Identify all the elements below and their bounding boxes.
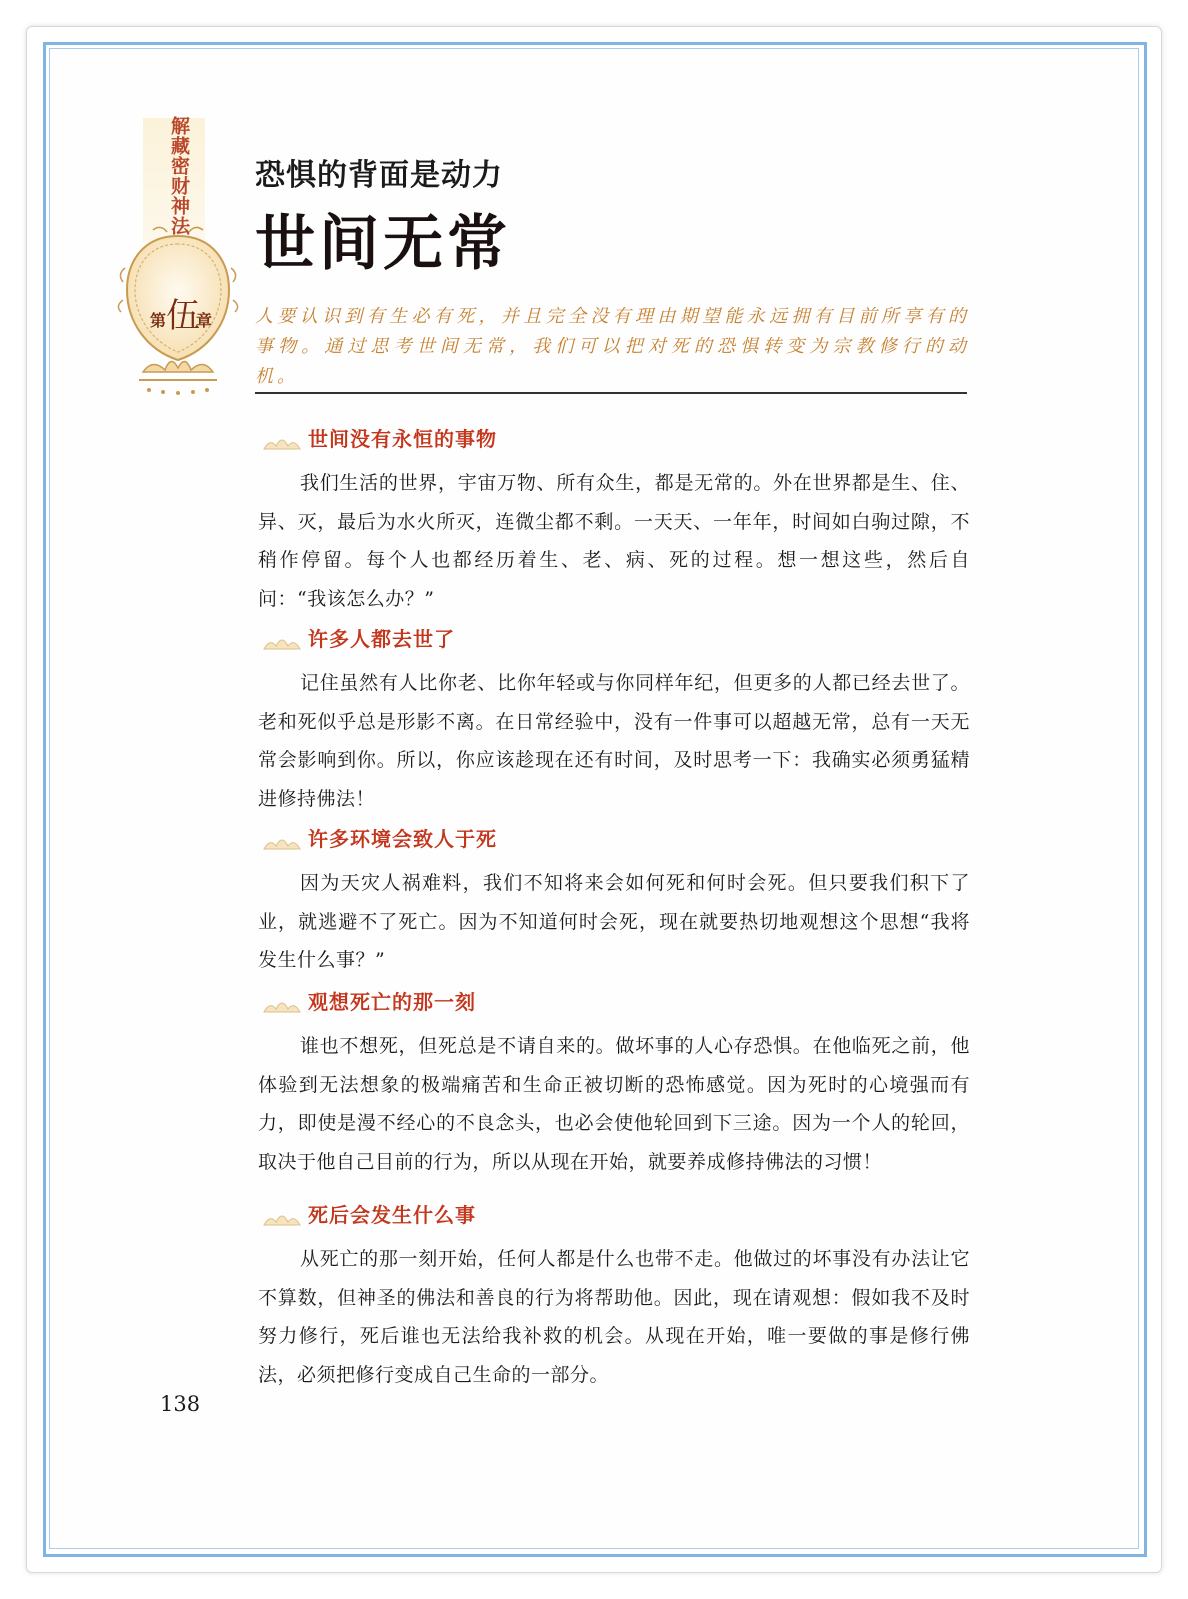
section-title: 观想死亡的那一刻: [308, 990, 476, 1014]
intro-paragraph: 人要认识到有生必有死，并且完全没有理由期望能永远拥有目前所享有的事物。通过思考世间无常，我们可以把对死的恐惧转变为宗教修行的动机。: [255, 306, 970, 387]
section-5: [258, 1200, 970, 1394]
section-body: 我们生活的世界，宇宙万物、所有众生，都是无常的。外在世界都是生、住、异、灭，最后为水火所灭，连微尘都不剩。一天天、一年年，时间如白驹过隙，不稍作停留。每个人也都经历着生、老、病、死的过程。想一想这些，然后自问：“我该怎么办？”: [258, 472, 970, 610]
lotus-bullet-icon: [262, 434, 302, 450]
book-title: 解藏密财神法: [168, 116, 190, 236]
section-title: 许多人都去世了: [308, 627, 455, 651]
section-2: [258, 624, 970, 818]
lotus-bullet-icon: [262, 634, 302, 650]
chapter-prefix: 第: [150, 311, 167, 330]
section-body: 从死亡的那一刻开始，任何人都是什么也带不走。他做过的坏事没有办法让它不算数，但神圣的佛法和善良的行为将帮助他。因此，现在请观想：假如我不及时努力修行，死后谁也无法给我补救的机会。从现在开始，唯一要做的事是修行佛法，必须把修行变成自己生命的一部分。: [258, 1248, 970, 1386]
lotus-bullet-icon: [262, 997, 302, 1013]
lotus-bullet-icon: [262, 834, 302, 850]
section-title: 世间没有永恒的事物: [308, 427, 497, 451]
chapter-suffix: 章: [196, 311, 213, 330]
section-title: 许多环境会致人于死: [308, 827, 497, 851]
section-title: 死后会发生什么事: [308, 1203, 476, 1227]
chapter-number: 伍: [166, 296, 200, 336]
section-1: [258, 424, 970, 618]
section-body: 记住虽然有人比你老、比你年轻或与你同样年纪，但更多的人都已经去世了。老和死似乎总是形影不离。在日常经验中，没有一件事可以超越无常，总有一天无常会影响到你。所以，你应该趁现在还有时间，及时思考一下：我确实必须勇猛精进修持佛法！: [258, 672, 970, 810]
page-number: 138: [160, 1392, 201, 1416]
section-body: 谁也不想死，但死总是不请自来的。做坏事的人心存恐惧。在他临死之前，他体验到无法想象的极端痛苦和生命正被切断的恐怖感觉。因为死时的心境强而有力，即使是漫不经心的不良念头，也必会使他轮回到下三途。因为一个人的轮回，取决于他自己目前的行为，所以从现在开始，就要养成修持佛法的习惯！: [258, 1035, 970, 1173]
section-4: [258, 987, 970, 1181]
chapter-label: [138, 288, 218, 336]
section-3: [258, 824, 970, 980]
section-body: 因为天灾人祸难料，我们不知将来会如何死和何时会死。但只要我们积下了业，就逃避不了死亡。因为不知道何时会死，现在就要热切地观想这个思想“我将发生什么事？”: [258, 872, 970, 971]
page-title: 世间无常: [255, 209, 511, 279]
page-subtitle: 恐惧的背面是动力: [255, 158, 503, 193]
lotus-bullet-icon: [262, 1210, 302, 1226]
header-divider: [255, 392, 967, 394]
